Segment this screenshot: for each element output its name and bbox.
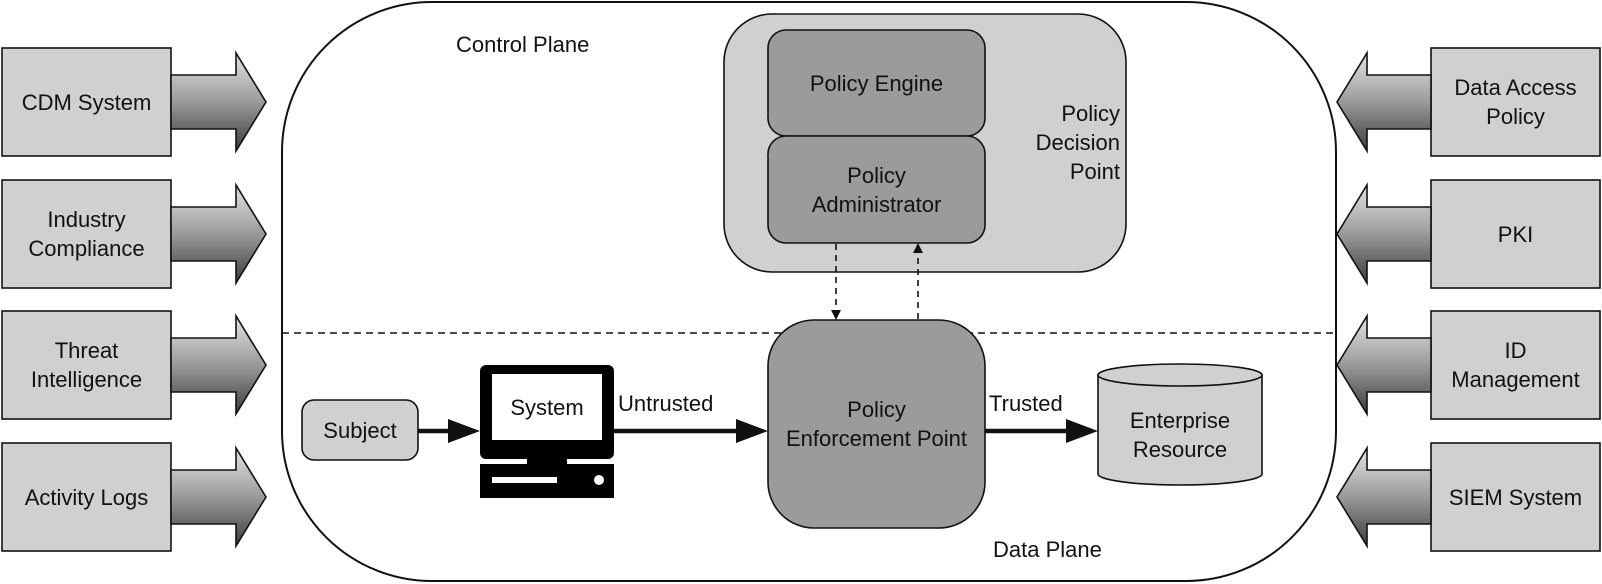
input-arrow	[1337, 448, 1431, 546]
enterprise-resource-label: Enterprise Resource	[1129, 408, 1231, 462]
input-arrow	[1337, 185, 1431, 283]
system-label: System	[510, 394, 584, 420]
input-arrow	[1337, 53, 1431, 151]
data-plane-label: Data Plane	[993, 537, 1102, 562]
cylinder-top	[1098, 364, 1262, 386]
monitor-stand	[527, 458, 567, 464]
policy-administrator-label: Policy Administrator	[811, 162, 942, 217]
right-input-label-data-access-policy: Data Access Policy	[1454, 75, 1577, 129]
policy-enforcement-point-label: Policy Enforcement Point	[786, 397, 967, 451]
subject-label: Subject	[323, 417, 397, 443]
untrusted-label: Untrusted	[618, 391, 714, 416]
power-light	[594, 475, 604, 485]
input-arrow	[171, 448, 266, 546]
input-arrow	[171, 316, 266, 414]
input-arrow	[171, 185, 266, 283]
input-arrow	[171, 53, 266, 151]
left-input-label-cdm-system: CDM System	[21, 89, 152, 115]
policy-decision-point-label: Policy Decision Point	[1035, 100, 1120, 184]
left-input-label-industry-compliance: Industry Compliance	[28, 207, 145, 261]
drive-slot	[492, 477, 557, 483]
input-arrow	[1337, 316, 1431, 414]
policy-engine-label: Policy Engine	[809, 70, 944, 96]
trusted-label: Trusted	[989, 391, 1063, 416]
right-input-label-siem-system: SIEM System	[1448, 484, 1583, 510]
right-input-label-id-management: ID Management	[1451, 338, 1580, 392]
left-input-label-activity-logs: Activity Logs	[24, 484, 149, 510]
control-plane-label: Control Plane	[456, 32, 590, 57]
left-input-label-threat-intelligence: Threat Intelligence	[30, 338, 143, 392]
right-input-label-pki: PKI	[1497, 221, 1534, 247]
